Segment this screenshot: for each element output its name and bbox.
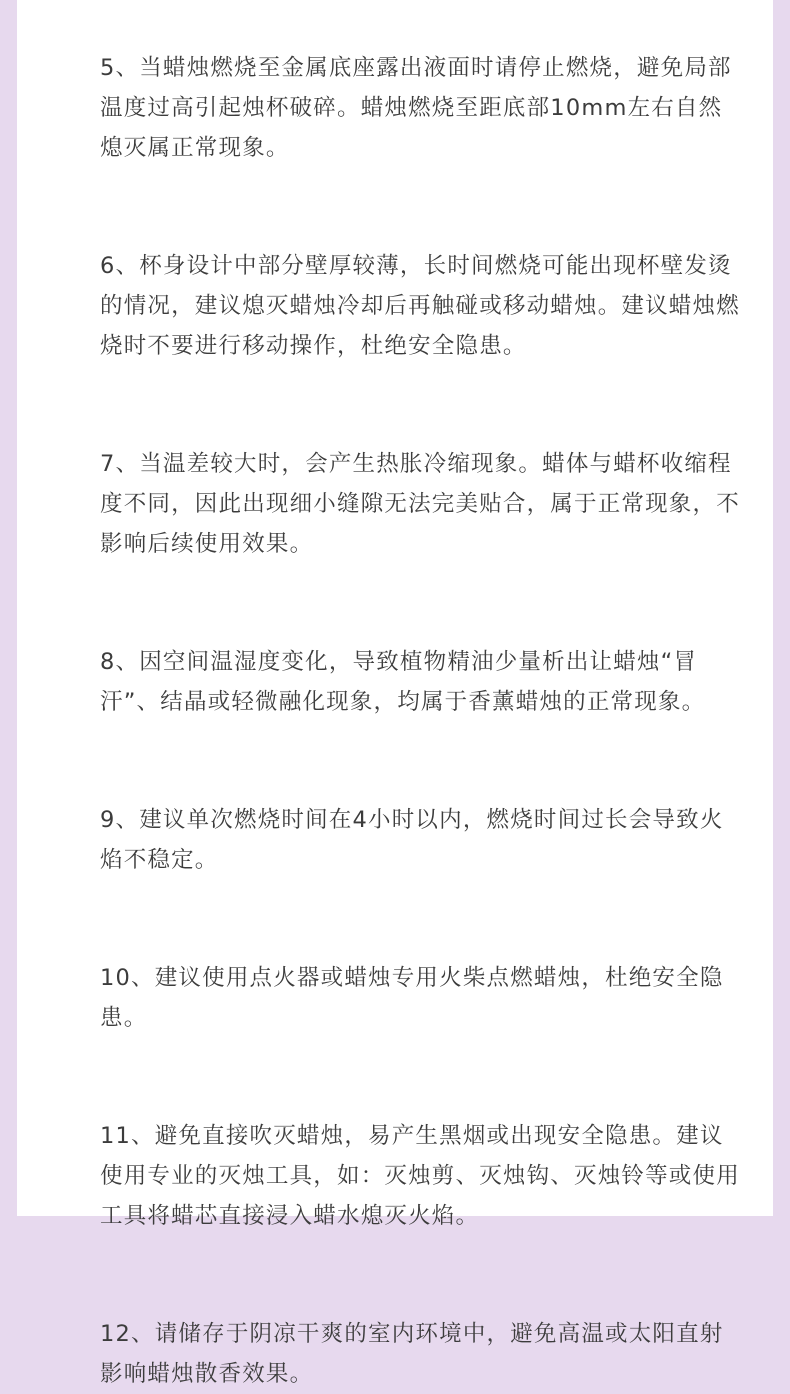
instruction-item-9: 9、建议单次燃烧时间在4小时以内，燃烧时间过长会导致火焰不稳定。 (100, 807, 724, 873)
instruction-item-10: 10、建议使用点火器或蜡烛专用火柴点燃蜡烛，杜绝安全隐患。 (100, 965, 724, 1031)
content-panel (17, 0, 773, 1387)
instruction-item-7: 7、当温差较大时，会产生热胀冷缩现象。蜡体与蜡杯收缩程度不同，因此出现细小缝隙无法完美贴合，属于正常现象，不影响后续使用效果。 (100, 451, 740, 557)
instruction-item-8: 8、因空间温湿度变化，导致植物精油少量析出让蜡烛“冒汗”、结晶或轻微融化现象，均属于香薰蜡烛的正常现象。 (100, 649, 706, 715)
instruction-item-11: 11、避免直接吹灭蜡烛，易产生黑烟或出现安全隐患。建议使用专业的灭烛工具，如：灭烛剪、灭烛钩、灭烛铃等或使用工具将蜡芯直接浸入蜡水熄灭火焰。 (100, 1123, 740, 1229)
instruction-item-6: 6、杯身设计中部分壁厚较薄，长时间燃烧可能出现杯壁发烫的情况，建议熄灭蜡烛冷却后再触碰或移动蜡烛。建议蜡烛燃烧时不要进行移动操作，杜绝安全隐患。 (100, 253, 740, 359)
instruction-item-12: 12、请储存于阴凉干爽的室内环境中，避免高温或太阳直射影响蜡烛散香效果。 (100, 1321, 724, 1387)
instruction-item-5: 5、当蜡烛燃烧至金属底座露出液面时请停止燃烧，避免局部温度过高引起烛杯破碎。蜡烛燃烧至距底部10mm左右自然熄灭属正常现象。 (100, 55, 732, 161)
instruction-list (100, 48, 740, 1394)
